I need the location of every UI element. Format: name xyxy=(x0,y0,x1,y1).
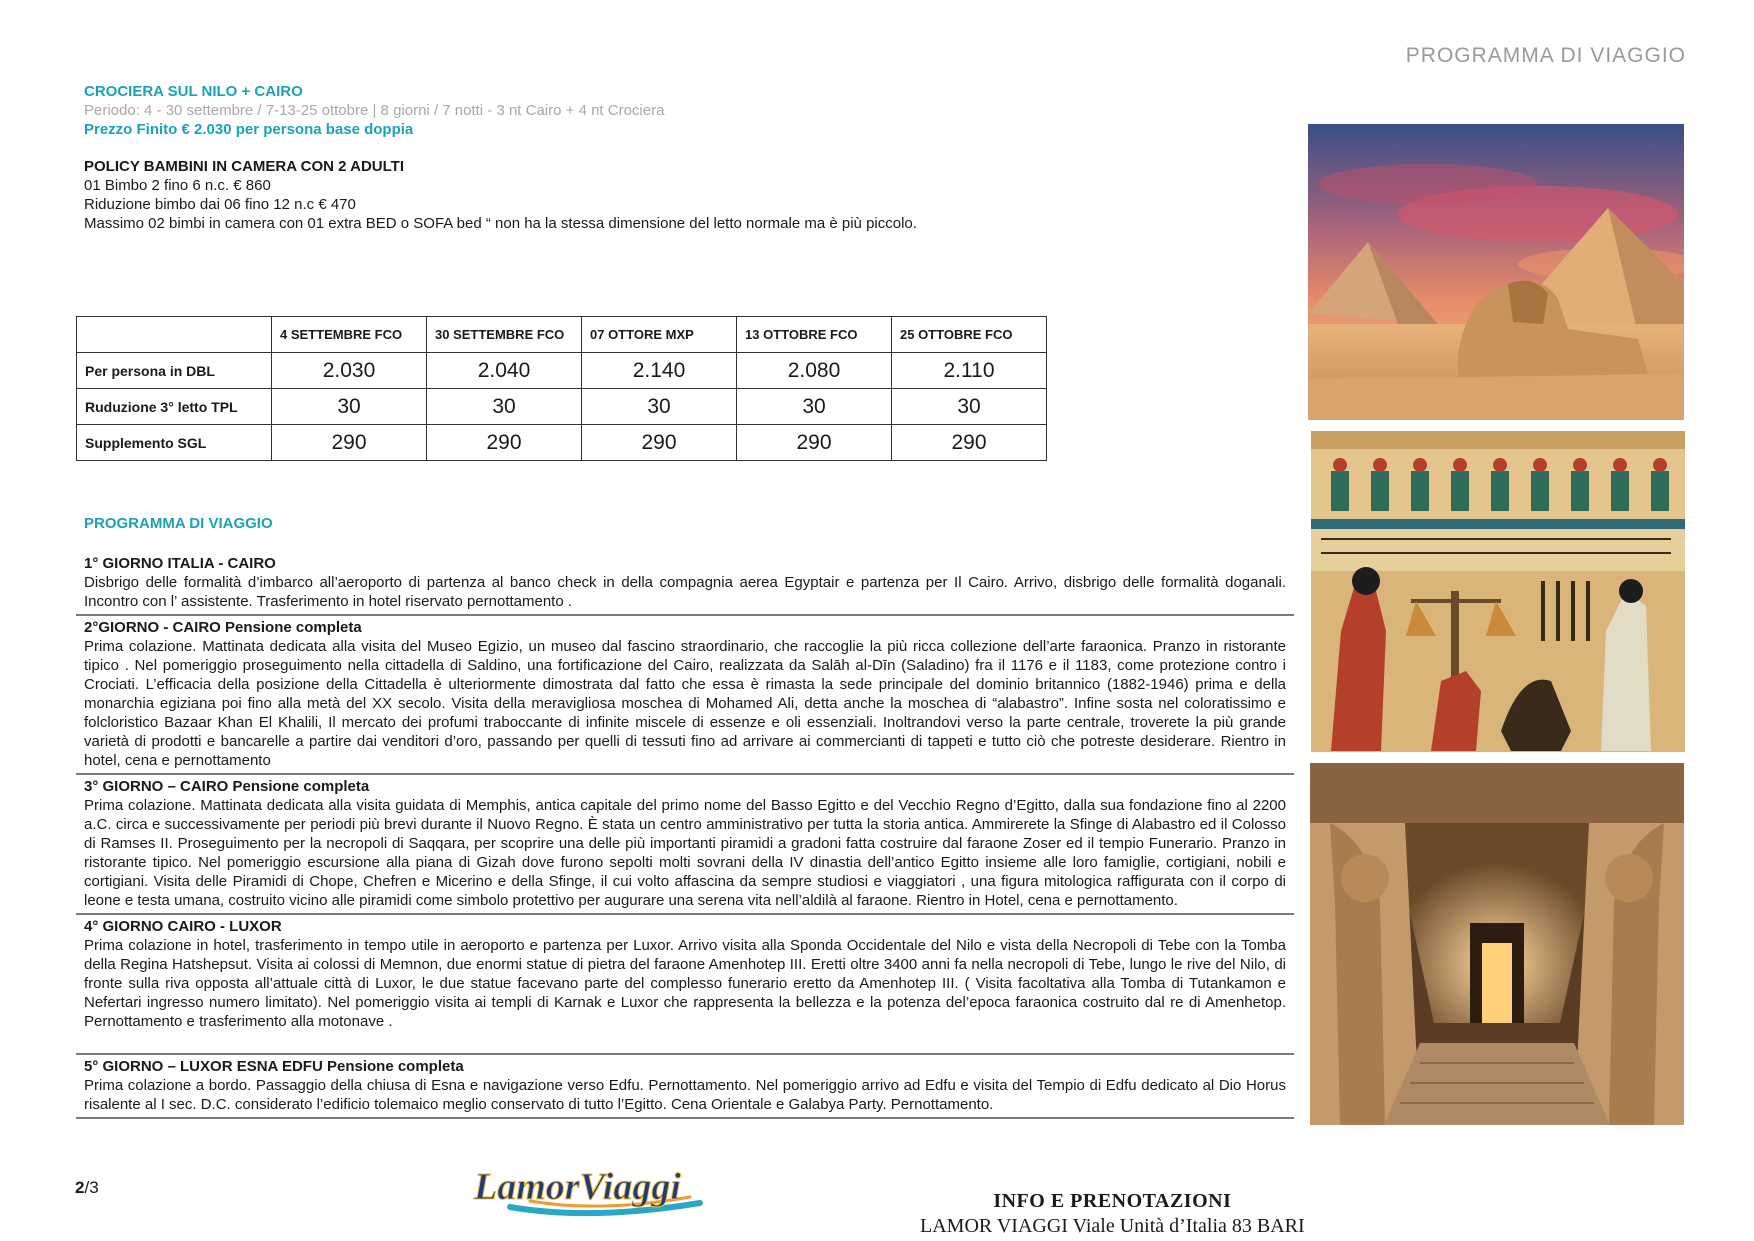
price-cell: 30 xyxy=(427,389,582,425)
day-title: 1° GIORNO ITALIA - CAIRO xyxy=(84,555,276,572)
price-cell: 2.040 xyxy=(427,353,582,389)
row-label: Supplemento SGL xyxy=(77,425,272,461)
price-table-header xyxy=(77,317,1047,353)
day-text: Disbrigo delle formalità d’imbarco all’aeroporto di partenza al banco check in della compagnia aerea Egyptair e partenza per Il Cairo. Arrivo, disbrigo delle formalità doganali. Incontro con l’ assistente. Trasferimento in hotel riservato pernottamento . xyxy=(84,574,1286,610)
row-label: Ruduzione 3° letto TPL xyxy=(77,389,272,425)
contact-info xyxy=(920,1190,1305,1238)
itinerary-day xyxy=(76,1055,1294,1119)
price-cell: 30 xyxy=(737,389,892,425)
policy-line: Massimo 02 bimbi in camera con 01 extra BED o SOFA bed “ non ha la stessa dimensione del letto normale ma è più piccolo. xyxy=(84,215,917,232)
price-cell: 30 xyxy=(272,389,427,425)
day-title: 3° GIORNO – CAIRO Pensione completa xyxy=(84,778,370,795)
table-row xyxy=(77,353,1047,389)
policy-line: 01 Bimbo 2 fino 6 n.c. € 860 xyxy=(84,177,271,194)
price-cell: 290 xyxy=(582,425,737,461)
price-cell: 30 xyxy=(582,389,737,425)
itinerary-day xyxy=(76,915,1294,1055)
price-cell: 2.080 xyxy=(737,353,892,389)
price-cell: 290 xyxy=(427,425,582,461)
temple-photo xyxy=(1310,763,1684,1125)
day-text: Prima colazione. Mattinata dedicata alla visita guidata di Memphis, antica capitale del primo nome del Basso Egitto e del Vecchio Regno d’Egitto, dalla sua fondazione fino al 2200 a.C. circa e successivamente per periodi più brevi durante il Nuovo Regno. È stata un centro amministrativo per tutta la storia antica. Ammirerete la Sfinge di Alabastro ed il Colosso di Ramses II. Proseguimento per la necropoli di Saqqara, per scoprire una delle più importanti piramidi a gradoni fatta costruire dal faraone Zoser ed il tempio Funerario. Pranzo in ristorante tipico. Nel pomeriggio escursione alla piana di Gizah dove furono sepolti molti sovrani della IV dinastia dell’antico Egitto insieme alle loro famiglie, cortigiani, nobili e cortigiani. Visita delle Piramidi di Chope, Chefren e Micerino e della Sfinge, il cui volto affascina da sempre studiosi e viaggiatori , una figura mitologica raffigurata con il corpo di leone e testa umana, costruito vicino alle piramidi come simbolo protettivo per augurare una serena vita nell’aldilà al faraone. Rientro in Hotel, cena e pernottamento. xyxy=(84,797,1286,909)
price-cell: 290 xyxy=(892,425,1047,461)
trip-title: CROCIERA SUL NILO + CAIRO xyxy=(84,83,303,100)
day-text: Prima colazione a bordo. Passaggio della chiusa di Esna e navigazione verso Edfu. Pernottamento. Nel pomeriggio arrivo ad Edfu e visita del Tempio di Edfu dedicato al Dio Horus risalente al I sec. D.C. considerato l’edificio tolemaico meglio conservato di tutto l’Egitto. Cena Orientale e Galabya Party. Pernottamento. xyxy=(84,1077,1286,1113)
day-title: 4° GIORNO CAIRO - LUXOR xyxy=(84,918,282,935)
price-cell: 290 xyxy=(737,425,892,461)
column-header: 07 OTTORE MXP xyxy=(582,317,737,353)
lamor-viaggi-logo xyxy=(470,1163,710,1224)
price-cell: 2.140 xyxy=(582,353,737,389)
page-current: 2 xyxy=(75,1178,85,1197)
table-corner xyxy=(77,317,272,353)
itinerary-day xyxy=(76,552,1294,616)
itinerary xyxy=(76,552,1294,1119)
papyrus-photo xyxy=(1311,431,1685,752)
itinerary-day xyxy=(76,775,1294,915)
policy-line: Riduzione bimbo dai 06 fino 12 n.c € 470 xyxy=(84,196,356,213)
day-title: 2°GIORNO - CAIRO Pensione completa xyxy=(84,619,362,636)
column-header: 13 OTTOBRE FCO xyxy=(737,317,892,353)
price-cell: 30 xyxy=(892,389,1047,425)
child-policy xyxy=(84,157,917,233)
trip-period: Periodo: 4 - 30 settembre / 7-13-25 ottobre | 8 giorni / 7 notti - 3 nt Cairo + 4 nt Crociera xyxy=(84,102,665,119)
column-header: 30 SETTEMBRE FCO xyxy=(427,317,582,353)
page-total: /3 xyxy=(84,1178,99,1197)
row-label: Per persona in DBL xyxy=(77,353,272,389)
price-table xyxy=(76,316,1047,461)
trip-price: Prezzo Finito € 2.030 per persona base doppia xyxy=(84,121,414,138)
page-number xyxy=(75,1178,99,1198)
column-header: 4 SETTEMBRE FCO xyxy=(272,317,427,353)
price-cell: 2.030 xyxy=(272,353,427,389)
day-text: Prima colazione. Mattinata dedicata alla visita del Museo Egizio, un museo dal fascino straordinario, che raccoglie la più ricca collezione dell’arte faraonica. Pranzo in ristorante tipico . Nel pomeriggio proseguimento nella cittadella di Saldino, una fortificazione del Cairo, realizzata da Salāh al-Dīn (Saladino) fra il 1176 e il 1183, come protezione contro i Crociati. L’efficacia della posizione della Cittadella è ulteriormente dimostrata dal fatto che essa è rimasta la sede principale del dominio britannico (1882-1946) prima e della monarchia egiziana poi fino alla metà del XX secolo. Visita della meravigliosa moschea di Mohamed Ali, detta anche la moschea di “alabastro”. Infine sosta nel coloratissimo e folcloristico Bazaar Khan El Khalili, Il mercato dei profumi traboccante di infinite miscele di essenze e oli essenziali. Inoltrandovi verso la parte centrale, troverete la più grande varietà di prodotti e bancarelle a partire dai venditori d’oro, passando per quelli di tessuti fino ad arrivare ai commercianti di tappeti e tutto ciò che potreste desiderare. Rientro in hotel, cena e pernottamento xyxy=(84,638,1286,769)
policy-title: POLICY BAMBINI IN CAMERA CON 2 ADULTI xyxy=(84,158,405,175)
column-header: 25 OTTOBRE FCO xyxy=(892,317,1047,353)
table-row xyxy=(77,425,1047,461)
day-text: Prima colazione in hotel, trasferimento in tempo utile in aeroporto e partenza per Luxor. Arrivo visita alla Sponda Occidentale del Nilo e vista della Necropoli di Tebe con la Tomba della Regina Hatshepsut. Visita ai colossi di Memnon, due enormi statue di pietra del faraone Amenhotep III. Eretti oltre 3400 anni fa nella necropoli di Tebe, lungo le rive del Nilo, di fronte sulla riva opposta all’attuale città di Luxor, le due statue facevano parte del complesso funerario eretto da Amenhotep III. ( Visita facoltativa alla Tomba di Tutankamon e Nefertari ingresso numero limitato). Nel pomeriggio visita ai templi di Karnak e Luxor che rappresenta la bellezza e la potenza del’epoca faraonica costruito dal re di Amenhetop. Pernottamento e trasferimento alla motonave . xyxy=(84,937,1286,1030)
trip-header xyxy=(84,82,1284,139)
itinerary-day xyxy=(76,616,1294,775)
table-row xyxy=(77,389,1047,425)
info-address: LAMOR VIAGGI Viale Unità d’Italia 83 BARI xyxy=(920,1215,1305,1237)
page-label: PROGRAMMA DI VIAGGIO xyxy=(1405,44,1686,67)
info-title: INFO E PRENOTAZIONI xyxy=(993,1190,1232,1212)
logo-text: LamorViaggi xyxy=(474,1166,681,1208)
price-cell: 2.110 xyxy=(892,353,1047,389)
price-cell: 290 xyxy=(272,425,427,461)
day-title: 5° GIORNO – LUXOR ESNA EDFU Pensione completa xyxy=(84,1058,464,1075)
program-title: PROGRAMMA DI VIAGGIO xyxy=(84,515,273,532)
sphinx-photo xyxy=(1308,124,1684,420)
